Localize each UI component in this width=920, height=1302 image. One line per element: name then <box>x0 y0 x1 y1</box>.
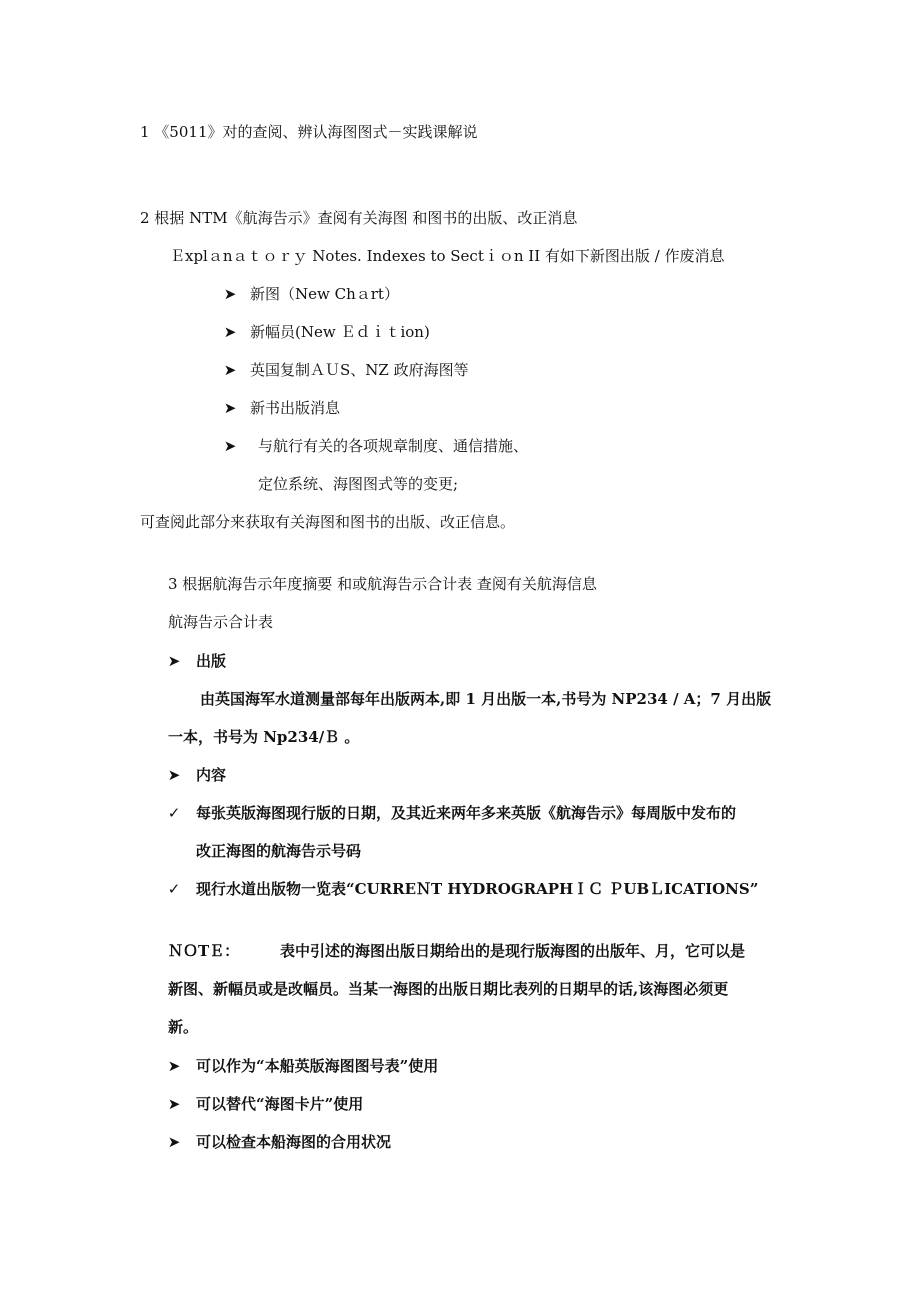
arrow-bullet-icon: ➤ <box>167 1133 181 1151</box>
checkmark-icon: ✓ <box>167 804 181 822</box>
section-3-title: 3 根据航海告示年度摘要 和或航海告示合计表 查阅有关航海信息 <box>168 575 597 593</box>
list-item: 新幅员(New Ｅｄｉｔion) <box>250 323 430 341</box>
section-1-title: 1 《5011》对的查阅、辨认海图图式－实践课解说 <box>140 123 478 141</box>
arrow-bullet-icon: ➤ <box>223 437 237 455</box>
arrow-bullet-icon: ➤ <box>223 361 237 379</box>
arrow-bullet-icon: ➤ <box>223 399 237 417</box>
checkmark-icon: ✓ <box>167 880 181 898</box>
publish-text-line1: 由英国海军水道测量部每年出版两本,即 1 月出版一本,书号为 NP234 / A；7 月出版 <box>200 690 772 708</box>
arrow-bullet-icon: ➤ <box>167 1057 181 1075</box>
publish-text-line2: 一本，书号为 Np234/Ｂ 。 <box>168 728 360 746</box>
note-line3: 新。 <box>168 1018 199 1036</box>
arrow-bullet-icon: ➤ <box>223 285 237 303</box>
note-line2: 新图、新幅员或是改幅员。当某一海图的出版日期比表列的日期早的话,该海图必须更 <box>168 980 729 998</box>
section-2-conclusion: 可查阅此部分来获取有关海图和图书的出版、改正信息。 <box>140 513 516 531</box>
list-item: 新图（New Chａrt） <box>250 285 399 303</box>
section-2-intro: Ｅxplａnａｔｏｒｙ Notes. Indexes to Sectｉｏn II 有如下新图出版 / 作废消息 <box>170 247 725 265</box>
content-item-1-line2: 改正海图的航海告示号码 <box>196 842 362 860</box>
note-line1: 表中引述的海图出版日期给出的是现行版海图的出版年、月，它可以是 <box>280 942 746 960</box>
arrow-bullet-icon: ➤ <box>167 1095 181 1113</box>
list-item: 新书出版消息 <box>250 399 341 417</box>
section-3-subtitle: 航海告示合计表 <box>168 613 274 631</box>
section-2-title: 2 根据 NTM《航海告示》查阅有关海图 和图书的出版、改正消息 <box>140 209 578 227</box>
list-item-continuation: 定位系统、海图图式等的变更; <box>258 475 459 493</box>
content-item-1-line1: 每张英版海图现行版的日期，及其近来两年多来英版《航海告示》每周版中发布的 <box>196 804 737 822</box>
list-item: 英国复制ＡＵS、NZ 政府海图等 <box>250 361 469 379</box>
arrow-bullet-icon: ➤ <box>167 652 181 670</box>
note-label: ＮＯTＥ： <box>168 942 240 960</box>
publish-label: 出版 <box>196 652 227 670</box>
content-item-2-line1: 现行水道出版物一览表“CURREＮT HYDROGRAPHＩＣ ＰUBＬICATIONS” <box>196 880 759 898</box>
arrow-bullet-icon: ➤ <box>167 766 181 784</box>
list-item: 与航行有关的各项规章制度、通信措施、 <box>258 437 529 455</box>
use-item: 可以检查本船海图的合用状况 <box>196 1133 392 1151</box>
use-item: 可以替代“海图卡片”使用 <box>196 1095 364 1113</box>
use-item: 可以作为“本船英版海图图号表”使用 <box>196 1057 439 1075</box>
content-label: 内容 <box>196 766 227 784</box>
arrow-bullet-icon: ➤ <box>223 323 237 341</box>
